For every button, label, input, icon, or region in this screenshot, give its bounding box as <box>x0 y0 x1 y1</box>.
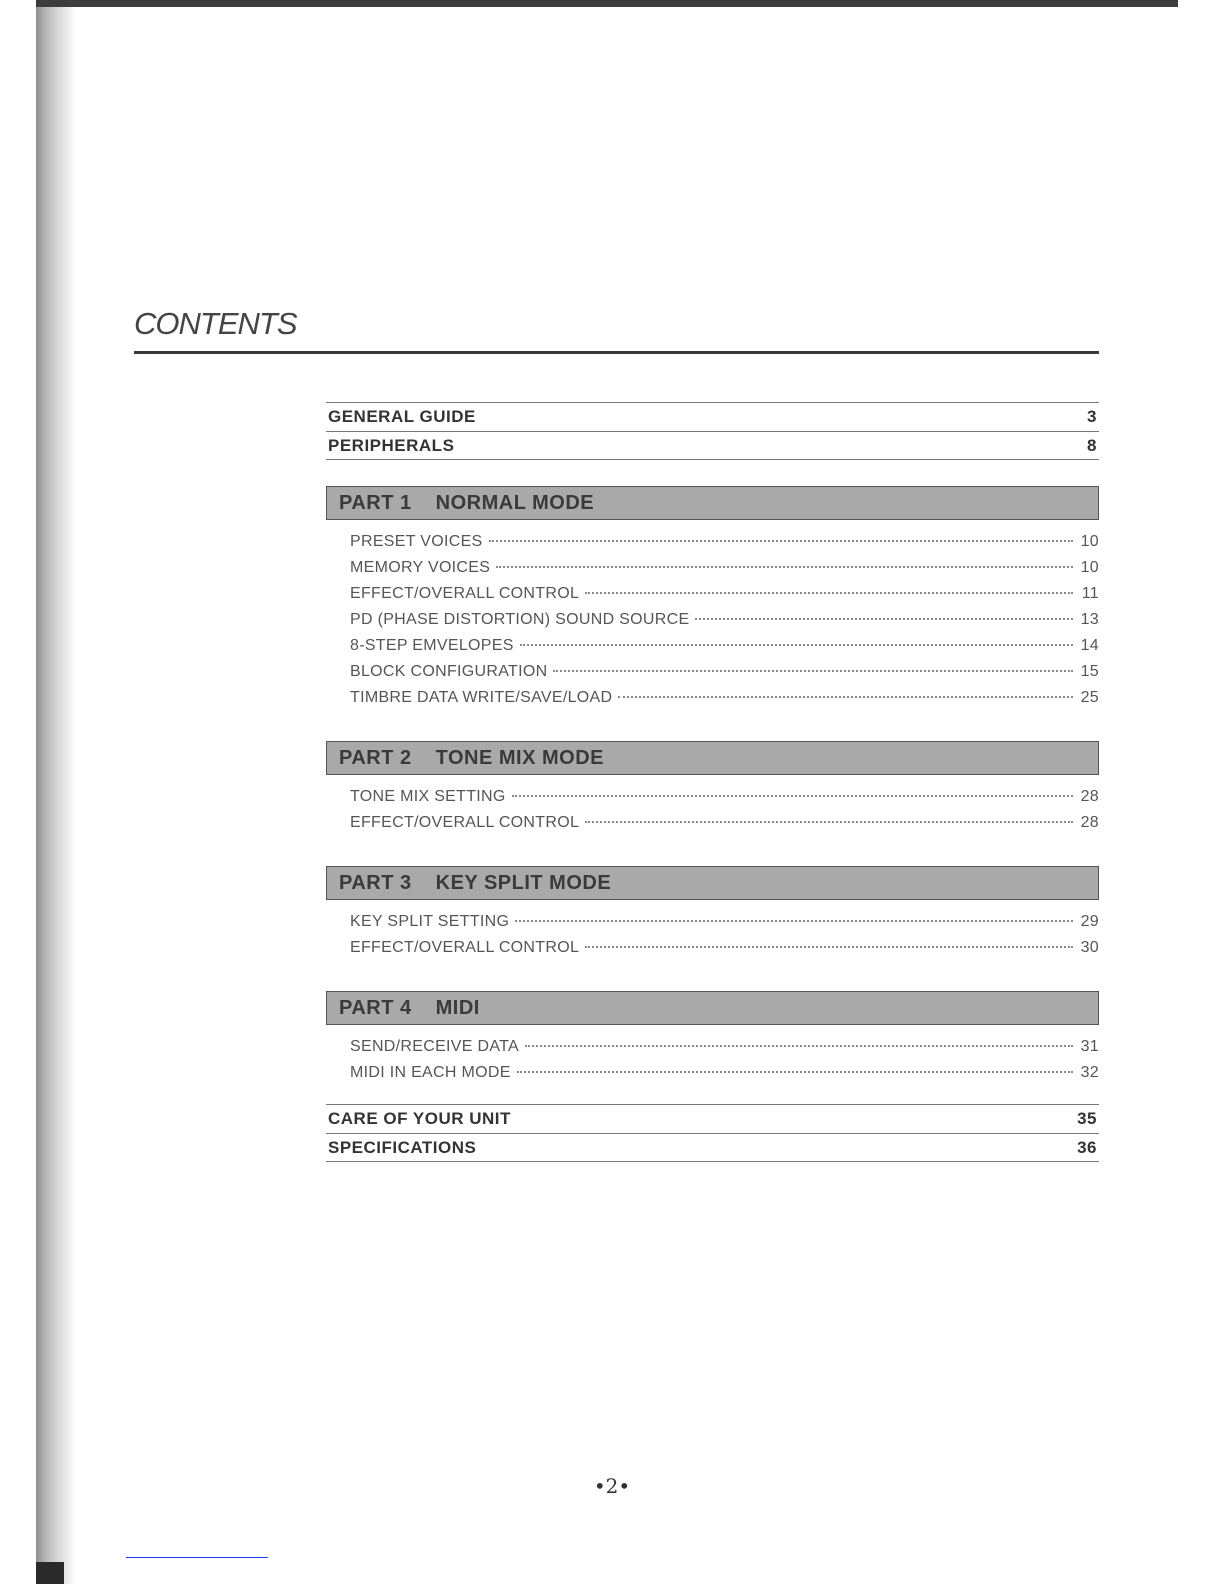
toc-entry-page: 14 <box>1080 637 1099 654</box>
toc-entry-label: EFFECT/OVERALL CONTROL <box>350 939 580 956</box>
leader-dots <box>512 794 1073 797</box>
part-number: PART 4 <box>339 996 412 1019</box>
table-of-contents <box>326 402 1099 1162</box>
toc-entry[interactable] <box>350 663 1099 689</box>
toc-entry-page: 15 <box>1080 663 1099 680</box>
toc-entry-label: KEY SPLIT SETTING <box>350 913 510 930</box>
toc-entry-label: SEND/RECEIVE DATA <box>350 1038 519 1055</box>
part-2-header <box>326 741 1099 775</box>
toc-entry-label: EFFECT/OVERALL CONTROL <box>350 814 580 831</box>
leader-dots <box>618 695 1073 698</box>
part-number: PART 1 <box>339 491 412 514</box>
footnote-rule <box>126 1557 268 1558</box>
part-3-entries <box>326 913 1099 965</box>
leader-dots <box>585 945 1073 948</box>
toc-entry-page: 25 <box>1080 689 1099 706</box>
leader-dots <box>695 617 1073 620</box>
toc-entry-label: SPECIFICATIONS <box>328 1137 477 1157</box>
toc-entry-page: 13 <box>1080 611 1099 628</box>
toc-entry-page: 28 <box>1080 814 1099 831</box>
toc-entry-page: 11 <box>1081 585 1099 602</box>
toc-entry[interactable] <box>350 611 1099 637</box>
toc-entry-label: PERIPHERALS <box>328 435 455 455</box>
part-number: PART 2 <box>339 746 412 769</box>
toc-entry-page: 32 <box>1080 1064 1099 1081</box>
toc-entry-page: 29 <box>1080 913 1099 930</box>
toc-entry-label: TIMBRE DATA WRITE/SAVE/LOAD <box>350 689 613 706</box>
toc-entry[interactable] <box>350 585 1099 611</box>
toc-entry-page: 36 <box>1077 1137 1097 1157</box>
toc-entry-label: EFFECT/OVERALL CONTROL <box>350 585 580 602</box>
toc-entry[interactable] <box>350 814 1099 840</box>
page-top-edge <box>36 0 1178 7</box>
leader-dots <box>525 1044 1073 1047</box>
toc-entry-specifications[interactable] <box>326 1133 1099 1162</box>
binding-shadow <box>36 0 76 1584</box>
scan-corner-mark <box>36 1562 64 1584</box>
part-name: NORMAL MODE <box>435 491 595 514</box>
leader-dots <box>585 591 1073 594</box>
toc-entry-page: 28 <box>1080 788 1099 805</box>
toc-entry[interactable] <box>350 788 1099 814</box>
part-name: MIDI <box>435 996 480 1019</box>
leader-dots <box>585 820 1073 823</box>
toc-entry-peripherals[interactable] <box>326 431 1099 460</box>
toc-entry[interactable] <box>350 1038 1099 1064</box>
part-number: PART 3 <box>339 871 412 894</box>
toc-entry-label: TONE MIX SETTING <box>350 788 506 805</box>
toc-entry-label: MEMORY VOICES <box>350 559 491 576</box>
toc-entry-page: 10 <box>1080 533 1099 550</box>
toc-entry-page: 8 <box>1087 435 1097 455</box>
toc-entry-page: 30 <box>1080 939 1099 956</box>
leader-dots <box>515 919 1073 922</box>
part-3-header <box>326 866 1099 900</box>
toc-entry[interactable] <box>350 689 1099 715</box>
toc-entry-label: MIDI IN EACH MODE <box>350 1064 511 1081</box>
toc-entry[interactable] <box>350 637 1099 663</box>
toc-entry[interactable] <box>350 913 1099 939</box>
leader-dots <box>520 643 1073 646</box>
toc-entry[interactable] <box>350 939 1099 965</box>
part-2-entries <box>326 788 1099 840</box>
toc-entry-page: 10 <box>1080 559 1099 576</box>
page-title: CONTENTS <box>134 306 297 341</box>
toc-entry[interactable] <box>350 533 1099 559</box>
part-4-entries <box>326 1038 1099 1090</box>
toc-entry-page: 31 <box>1080 1038 1099 1055</box>
toc-entry-page: 35 <box>1077 1109 1097 1128</box>
closing-entries <box>326 1104 1099 1162</box>
page-number: •2• <box>593 1474 631 1498</box>
part-name: KEY SPLIT MODE <box>435 871 612 894</box>
toc-entry-care-of-your-unit[interactable] <box>326 1104 1099 1133</box>
part-name: TONE MIX MODE <box>435 746 605 769</box>
part-4-header <box>326 991 1099 1025</box>
leader-dots <box>553 669 1073 672</box>
part-1-header <box>326 486 1099 520</box>
leader-dots <box>517 1070 1073 1073</box>
toc-entry-label: 8-STEP EMVELOPES <box>350 637 514 654</box>
toc-entry-label: GENERAL GUIDE <box>328 407 476 426</box>
toc-entry-general-guide[interactable] <box>326 402 1099 431</box>
toc-entry[interactable] <box>350 559 1099 585</box>
toc-entry-page: 3 <box>1087 407 1097 426</box>
toc-entry-label: CARE OF YOUR UNIT <box>328 1109 511 1128</box>
toc-entry[interactable] <box>350 1064 1099 1090</box>
leader-dots <box>489 539 1073 542</box>
toc-entry-label: PRESET VOICES <box>350 533 483 550</box>
leader-dots <box>496 565 1073 568</box>
title-rule <box>134 351 1099 354</box>
toc-entry-label: BLOCK CONFIGURATION <box>350 663 548 680</box>
toc-entry-label: PD (PHASE DISTORTION) SOUND SOURCE <box>350 611 690 628</box>
part-1-entries <box>326 533 1099 715</box>
